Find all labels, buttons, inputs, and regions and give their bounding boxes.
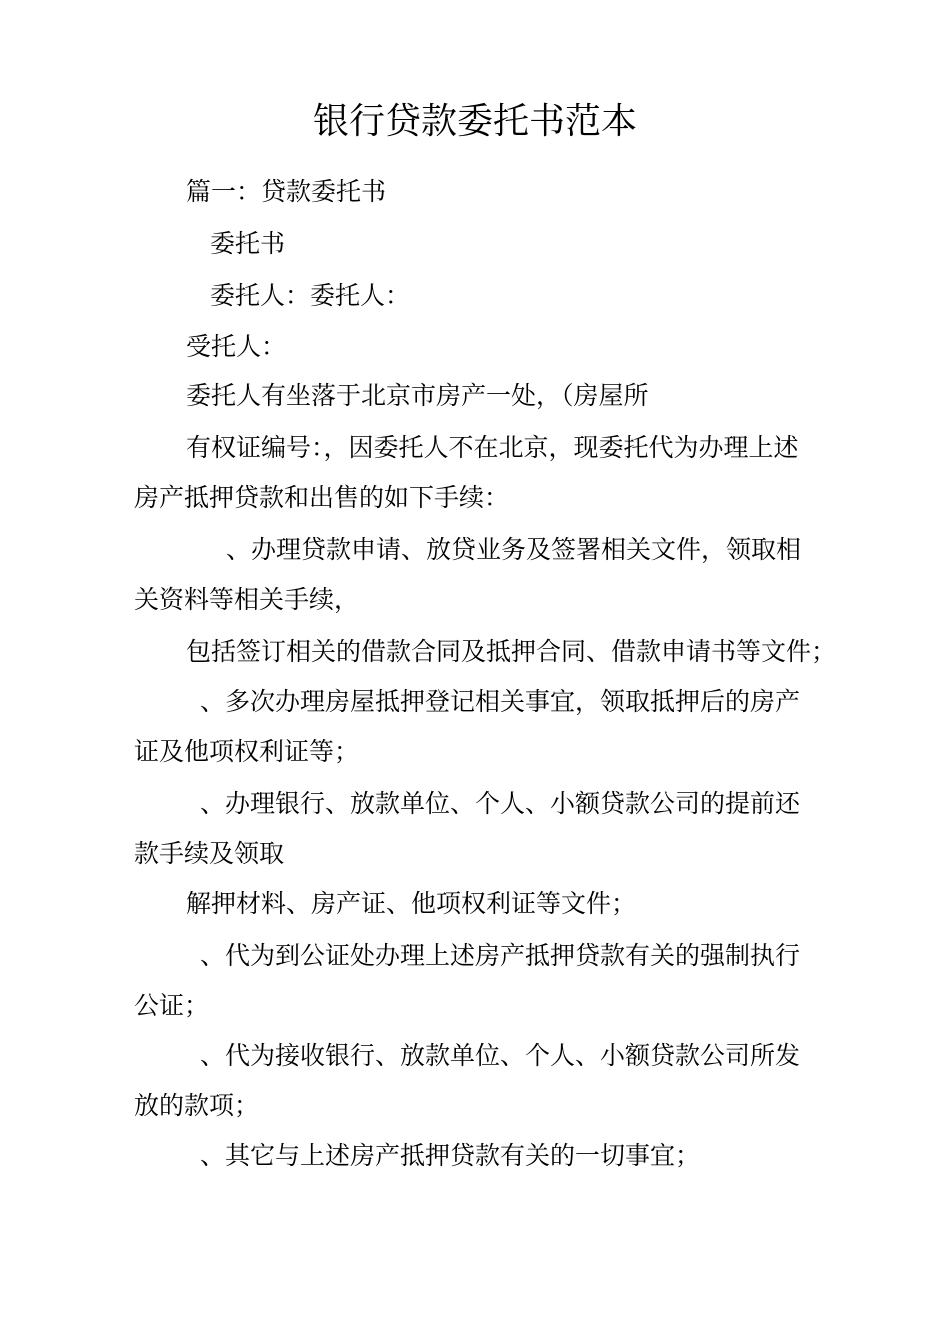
text-line: 款手续及领取 <box>134 839 285 868</box>
document-title: 银行贷款委托书范本 <box>312 101 637 142</box>
text-line: 委托人有坐落于北京市房产一处，（房屋所 <box>186 381 649 410</box>
text-line: 包括签订相关的借款合同及抵押合同、借款申请书等文件； <box>186 637 837 666</box>
text-line: 放的款项； <box>134 1091 260 1120</box>
text-line: 篇一：贷款委托书 <box>186 177 387 206</box>
text-line: 解押材料、房产证、他项权利证等文件； <box>186 889 637 918</box>
text-line: 有权证编号：，因委托人不在北京，现委托代为办理上述 <box>186 433 799 462</box>
text-line: 、代为到公证处办理上述房产抵押贷款有关的强制执行 <box>200 941 801 970</box>
text-line: 、办理贷款申请、放贷业务及签署相关文件，领取相 <box>226 535 802 564</box>
text-line: 、其它与上述房产抵押贷款有关的一切事宜； <box>200 1141 701 1170</box>
text-line: 委托人：委托人： <box>210 281 411 310</box>
text-line: 证及他项权利证等； <box>134 737 360 766</box>
text-line: 受托人： <box>186 332 287 361</box>
text-line: 委托书 <box>210 229 286 258</box>
text-line: 房产抵押贷款和出售的如下手续： <box>134 483 510 512</box>
text-line: 关资料等相关手续， <box>134 585 360 614</box>
text-line: 公证； <box>134 991 210 1020</box>
text-line: 、多次办理房屋抵押登记相关事宜，领取抵押后的房产 <box>200 687 801 716</box>
text-line: 、代为接收银行、放款单位、个人、小额贷款公司所发 <box>200 1041 801 1070</box>
text-line: 、办理银行、放款单位、个人、小额贷款公司的提前还 <box>200 789 801 818</box>
